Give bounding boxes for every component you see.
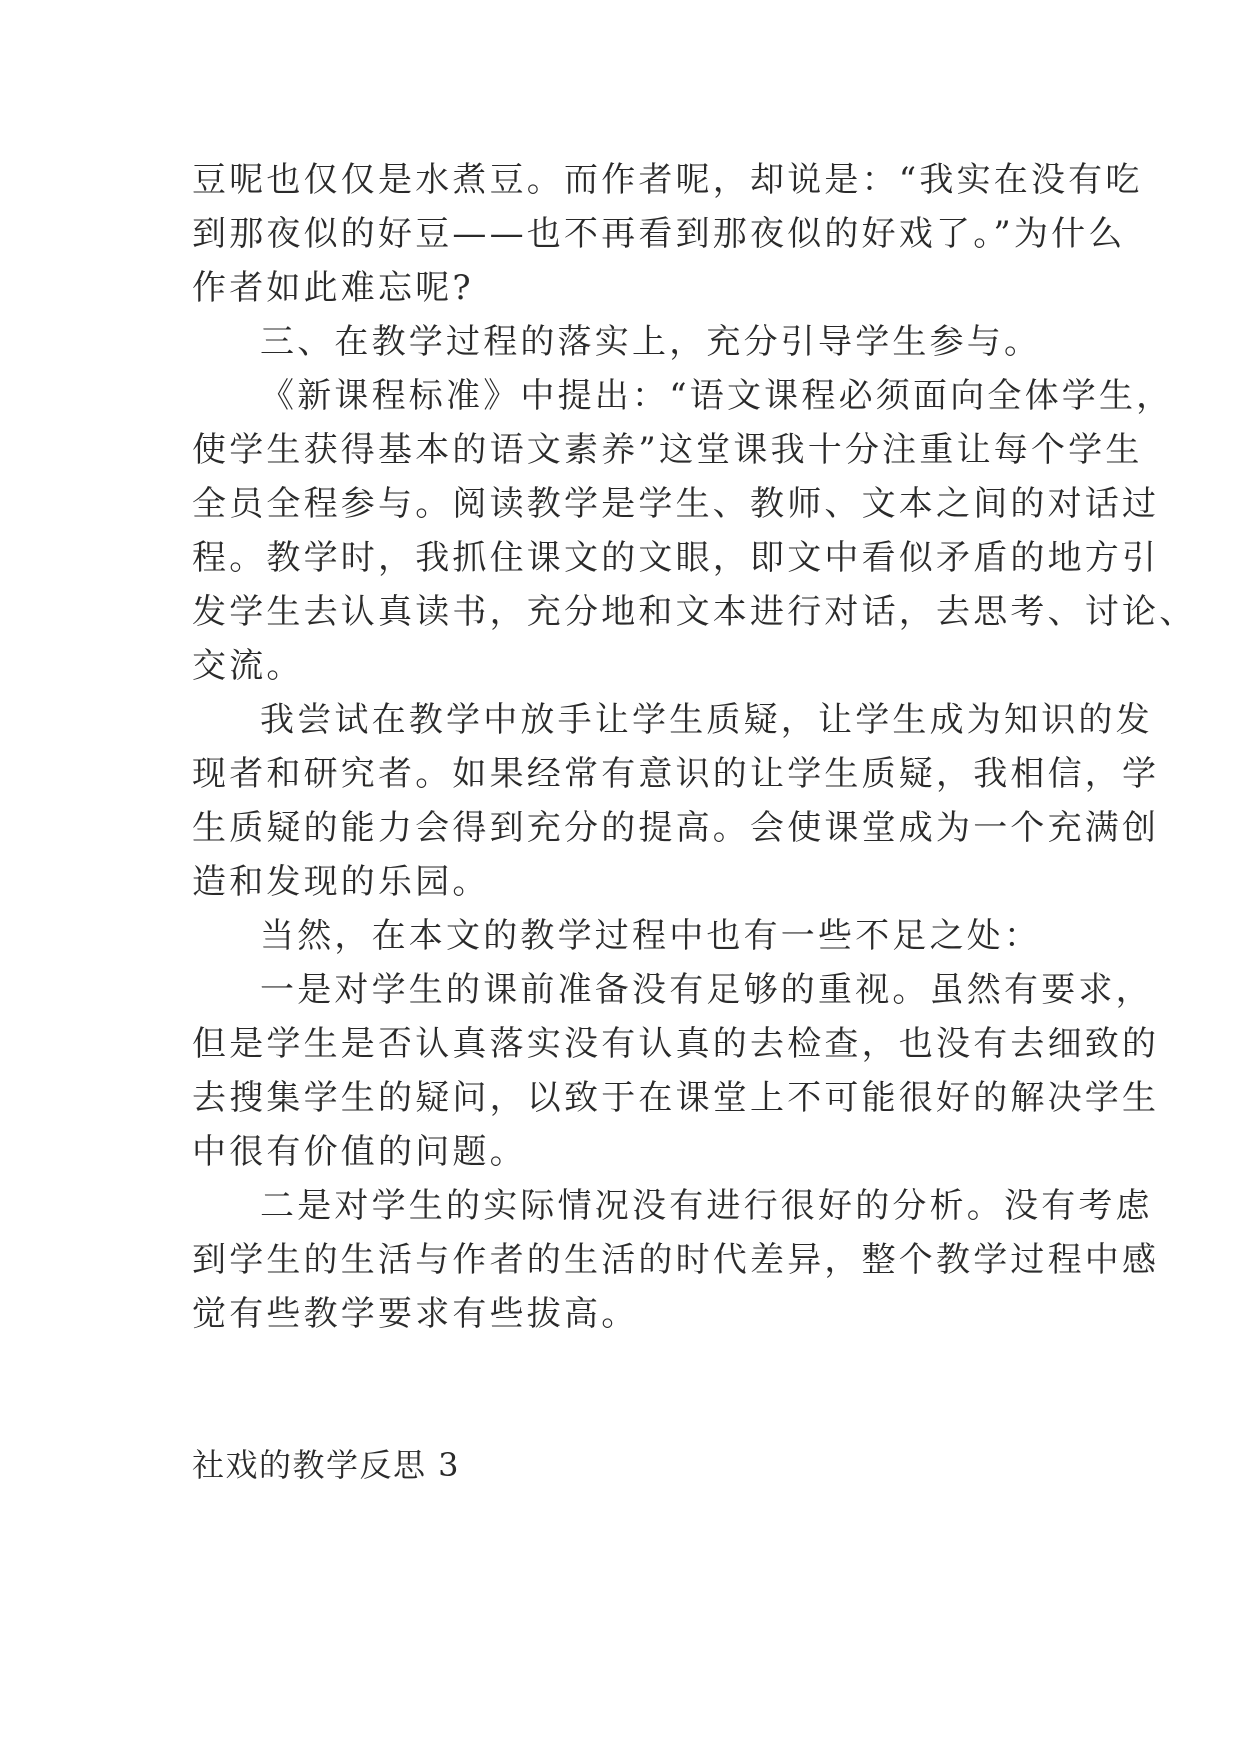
text-line: 生质疑的能力会得到充分的提高。会使课堂成为一个充满创 xyxy=(192,808,1160,848)
text-line: 到那夜似的好豆——也不再看到那夜似的好戏了。”为什么 xyxy=(192,214,1126,254)
text-line: 豆呢也仅仅是水煮豆。而作者呢，却说是：“我实在没有吃 xyxy=(192,160,1143,200)
paragraph-heading: 三、在教学过程的落实上，充分引导学生参与。 xyxy=(260,322,1042,362)
text-line: 作者如此难忘呢? xyxy=(192,268,474,308)
text-line: 去搜集学生的疑问，以致于在课堂上不可能很好的解决学生 xyxy=(192,1078,1160,1118)
text-line: 程。教学时，我抓住课文的文眼，即文中看似矛盾的地方引 xyxy=(192,538,1160,578)
text-line: 但是学生是否认真落实没有认真的去检查，也没有去细致的 xyxy=(192,1024,1160,1064)
text-line: 觉有些教学要求有些拔高。 xyxy=(192,1294,639,1334)
text-line: 造和发现的乐园。 xyxy=(192,862,490,902)
text-line: 中很有价值的问题。 xyxy=(192,1132,527,1172)
text-line: 一是对学生的课前准备没有足够的重视。虽然有要求， xyxy=(260,970,1153,1010)
text-line: 当然，在本文的教学过程中也有一些不足之处： xyxy=(260,916,1042,956)
text-line: 发学生去认真读书，充分地和文本进行对话，去思考、讨论、 xyxy=(192,592,1197,632)
text-line: 到学生的生活与作者的生活的时代差异，整个教学过程中感 xyxy=(192,1240,1160,1280)
text-line: 交流。 xyxy=(192,646,304,686)
text-line: 使学生获得基本的语文素养”这堂课我十分注重让每个学生 xyxy=(192,430,1143,470)
text-line: 二是对学生的实际情况没有进行很好的分析。没有考虑 xyxy=(260,1186,1153,1226)
text-line: 现者和研究者。如果经常有意识的让学生质疑，我相信，学 xyxy=(192,754,1160,794)
section-heading: 社戏的教学反思 3 xyxy=(192,1446,461,1484)
text-line: 我尝试在教学中放手让学生质疑，让学生成为知识的发 xyxy=(260,700,1153,740)
text-line: 全员全程参与。阅读教学是学生、教师、文本之间的对话过 xyxy=(192,484,1160,524)
text-line: 《新课程标准》中提出：“语文课程必须面向全体学生， xyxy=(260,376,1174,416)
